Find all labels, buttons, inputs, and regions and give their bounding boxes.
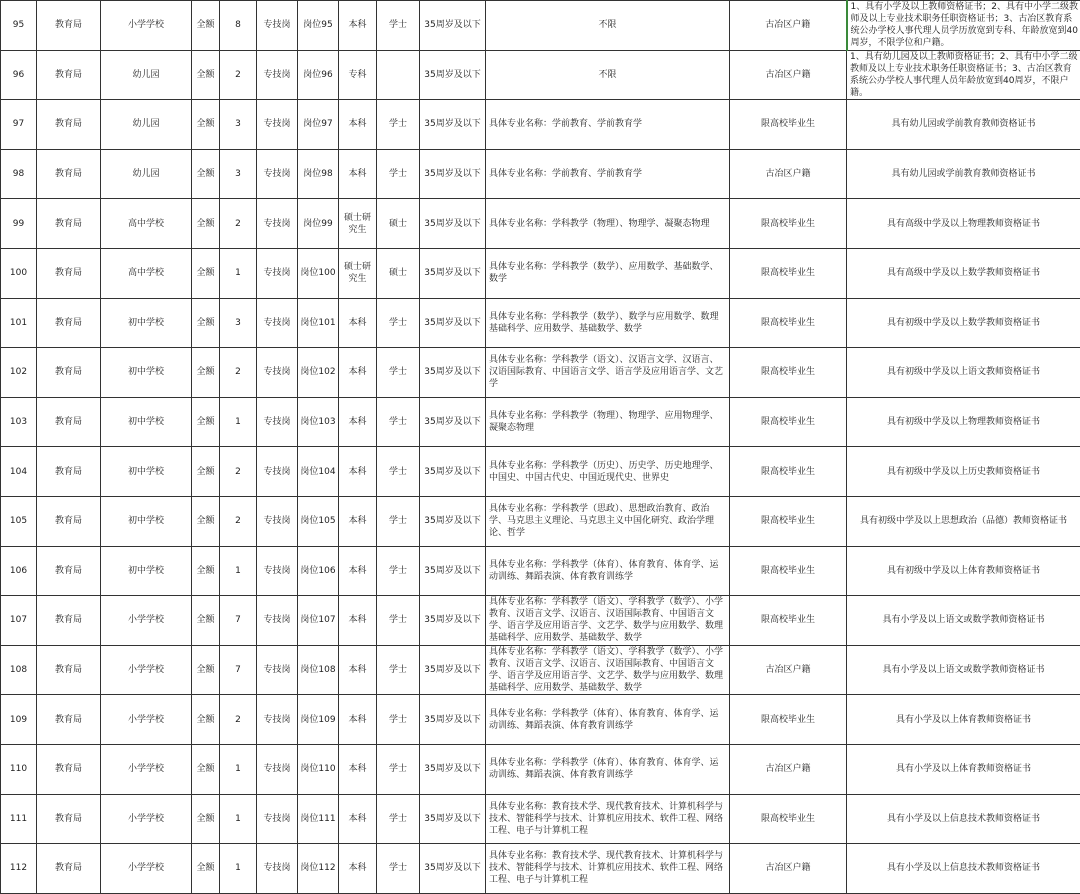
cell-degree: 学士 (377, 844, 420, 894)
cell-requirements: 具有初级中学及以上思想政治（品德）教师资格证书 (847, 496, 1080, 546)
cell-major: 具体专业名称：教育技术学、现代教育技术、计算机科学与技术、智能科学与技术、计算机应用技术、软件工程、网络工程、电子与计算机工程 (486, 844, 730, 894)
cell-education: 本科 (339, 100, 377, 150)
cell-scope: 限高校毕业生 (730, 546, 847, 596)
cell-funding: 全额 (192, 596, 220, 646)
cell-education: 本科 (339, 496, 377, 546)
cell-unit: 小学学校 (101, 596, 192, 646)
cell-degree: 学士 (377, 794, 420, 844)
cell-count: 2 (220, 695, 257, 745)
cell-post-name: 岗位111 (298, 794, 339, 844)
cell-age: 35周岁及以下 (420, 348, 486, 398)
cell-post-name: 岗位108 (298, 645, 339, 695)
cell-scope: 限高校毕业生 (730, 298, 847, 348)
table-row (1, 546, 1080, 596)
cell-department: 教育局 (37, 50, 101, 100)
cell-number: 95 (1, 1, 37, 51)
cell-education: 本科 (339, 298, 377, 348)
cell-department: 教育局 (37, 248, 101, 298)
table-row (1, 794, 1080, 844)
cell-age: 35周岁及以下 (420, 447, 486, 497)
cell-number: 99 (1, 199, 37, 249)
cell-number: 104 (1, 447, 37, 497)
cell-unit: 小学学校 (101, 645, 192, 695)
cell-department: 教育局 (37, 695, 101, 745)
cell-post-type: 专技岗 (257, 496, 298, 546)
cell-degree: 学士 (377, 695, 420, 745)
cell-count: 2 (220, 199, 257, 249)
table-row (1, 397, 1080, 447)
cell-major: 不限 (486, 50, 730, 100)
cell-major: 具体专业名称：学科教学（语文）、学科教学（数学）、小学教育、汉语言文学、汉语言、汉语国际教育、中国语言文学、语言学及应用语言学、文艺学、数学与应用数学、数理基础科学、应用数学、基础数学、数学 (486, 596, 730, 646)
cell-requirements: 具有初级中学及以上语文教师资格证书 (847, 348, 1080, 398)
cell-post-type: 专技岗 (257, 844, 298, 894)
table-row (1, 348, 1080, 398)
cell-count: 1 (220, 794, 257, 844)
cell-number: 110 (1, 744, 37, 794)
cell-post-type: 专技岗 (257, 447, 298, 497)
cell-major: 不限 (486, 1, 730, 51)
table-row (1, 695, 1080, 745)
cell-scope: 限高校毕业生 (730, 695, 847, 745)
table-row (1, 50, 1080, 100)
cell-education: 本科 (339, 645, 377, 695)
cell-post-name: 岗位102 (298, 348, 339, 398)
cell-number: 100 (1, 248, 37, 298)
cell-count: 2 (220, 496, 257, 546)
table-row (1, 1, 1080, 51)
cell-major: 具体专业名称：学科教学（物理）、物理学、凝聚态物理 (486, 199, 730, 249)
table-row (1, 298, 1080, 348)
cell-department: 教育局 (37, 100, 101, 150)
cell-post-type: 专技岗 (257, 546, 298, 596)
cell-post-name: 岗位112 (298, 844, 339, 894)
cell-education: 硕士研究生 (339, 248, 377, 298)
cell-age: 35周岁及以下 (420, 844, 486, 894)
cell-post-type: 专技岗 (257, 100, 298, 150)
cell-count: 1 (220, 844, 257, 894)
cell-education: 本科 (339, 695, 377, 745)
cell-scope: 限高校毕业生 (730, 496, 847, 546)
cell-unit: 初中学校 (101, 348, 192, 398)
cell-degree: 学士 (377, 645, 420, 695)
cell-age: 35周岁及以下 (420, 1, 486, 51)
cell-major: 具体专业名称：学科教学（历史）、历史学、历史地理学、中国史、中国古代史、中国近现代史、世界史 (486, 447, 730, 497)
cell-post-type: 专技岗 (257, 794, 298, 844)
cell-requirements: 具有小学及以上体育教师资格证书 (847, 695, 1080, 745)
cell-funding: 全额 (192, 744, 220, 794)
cell-unit: 初中学校 (101, 546, 192, 596)
cell-count: 7 (220, 645, 257, 695)
cell-degree: 学士 (377, 149, 420, 199)
cell-scope: 限高校毕业生 (730, 447, 847, 497)
cell-age: 35周岁及以下 (420, 596, 486, 646)
cell-unit: 高中学校 (101, 199, 192, 249)
cell-count: 1 (220, 744, 257, 794)
cell-department: 教育局 (37, 645, 101, 695)
cell-post-name: 岗位104 (298, 447, 339, 497)
cell-department: 教育局 (37, 794, 101, 844)
cell-unit: 小学学校 (101, 1, 192, 51)
cell-scope: 古冶区户籍 (730, 50, 847, 100)
table-row (1, 100, 1080, 150)
cell-education: 本科 (339, 844, 377, 894)
cell-scope: 限高校毕业生 (730, 248, 847, 298)
cell-post-type: 专技岗 (257, 348, 298, 398)
cell-post-name: 岗位101 (298, 298, 339, 348)
cell-age: 35周岁及以下 (420, 50, 486, 100)
table-row (1, 645, 1080, 695)
cell-department: 教育局 (37, 1, 101, 51)
cell-age: 35周岁及以下 (420, 744, 486, 794)
cell-funding: 全额 (192, 50, 220, 100)
table-row (1, 744, 1080, 794)
cell-major: 具体专业名称：学科教学（物理）、物理学、应用物理学、凝聚态物理 (486, 397, 730, 447)
cell-number: 105 (1, 496, 37, 546)
cell-requirements: 具有小学及以上语文或数学教师资格证书 (847, 596, 1080, 646)
cell-age: 35周岁及以下 (420, 199, 486, 249)
cell-requirements: 具有幼儿园或学前教育教师资格证书 (847, 149, 1080, 199)
cell-count: 1 (220, 546, 257, 596)
cell-count: 2 (220, 50, 257, 100)
cell-number: 98 (1, 149, 37, 199)
cell-post-type: 专技岗 (257, 248, 298, 298)
cell-education: 本科 (339, 397, 377, 447)
cell-scope: 古冶区户籍 (730, 844, 847, 894)
cell-count: 2 (220, 447, 257, 497)
cell-degree: 学士 (377, 397, 420, 447)
cell-funding: 全额 (192, 199, 220, 249)
cell-department: 教育局 (37, 149, 101, 199)
cell-degree: 学士 (377, 596, 420, 646)
cell-scope: 古冶区户籍 (730, 149, 847, 199)
cell-major: 具体专业名称：学科教学（体育）、体育教育、体育学、运动训练、舞蹈表演、体育教育训练学 (486, 546, 730, 596)
cell-funding: 全额 (192, 298, 220, 348)
cell-degree: 学士 (377, 348, 420, 398)
cell-post-name: 岗位110 (298, 744, 339, 794)
cell-department: 教育局 (37, 199, 101, 249)
cell-post-name: 岗位107 (298, 596, 339, 646)
table-row (1, 596, 1080, 646)
cell-number: 103 (1, 397, 37, 447)
cell-count: 3 (220, 100, 257, 150)
cell-post-type: 专技岗 (257, 298, 298, 348)
cell-count: 3 (220, 298, 257, 348)
cell-requirements: 具有初级中学及以上体育教师资格证书 (847, 546, 1080, 596)
cell-education: 本科 (339, 546, 377, 596)
cell-scope: 限高校毕业生 (730, 100, 847, 150)
cell-unit: 高中学校 (101, 248, 192, 298)
cell-post-name: 岗位95 (298, 1, 339, 51)
cell-major: 具体专业名称：学科教学（体育）、体育教育、体育学、运动训练、舞蹈表演、体育教育训练学 (486, 695, 730, 745)
cell-department: 教育局 (37, 744, 101, 794)
cell-age: 35周岁及以下 (420, 794, 486, 844)
cell-funding: 全额 (192, 645, 220, 695)
cell-requirements: 具有小学及以上信息技术教师资格证书 (847, 844, 1080, 894)
cell-post-type: 专技岗 (257, 397, 298, 447)
cell-funding: 全额 (192, 248, 220, 298)
cell-number: 96 (1, 50, 37, 100)
cell-education: 本科 (339, 447, 377, 497)
cell-post-type: 专技岗 (257, 744, 298, 794)
cell-post-name: 岗位100 (298, 248, 339, 298)
cell-post-name: 岗位103 (298, 397, 339, 447)
cell-unit: 初中学校 (101, 298, 192, 348)
cell-post-name: 岗位99 (298, 199, 339, 249)
cell-number: 109 (1, 695, 37, 745)
cell-major: 具体专业名称：学科教学（数学）、数学与应用数学、数理基础科学、应用数学、基础数学、数学 (486, 298, 730, 348)
cell-department: 教育局 (37, 844, 101, 894)
cell-requirements: 1、具有小学及以上教师资格证书；2、具有中小学二级教师及以上专业技术职务任职资格证书；3、古冶区教育系统公办学校人事代理人员学历放宽到专科、年龄放宽到40周岁，不限学位和户籍。 (847, 1, 1080, 51)
cell-unit: 幼儿园 (101, 50, 192, 100)
cell-number: 102 (1, 348, 37, 398)
cell-post-type: 专技岗 (257, 645, 298, 695)
cell-department: 教育局 (37, 496, 101, 546)
cell-post-type: 专技岗 (257, 50, 298, 100)
cell-department: 教育局 (37, 298, 101, 348)
cell-requirements: 具有初级中学及以上数学教师资格证书 (847, 298, 1080, 348)
cell-post-type: 专技岗 (257, 149, 298, 199)
cell-requirements: 1、具有幼儿园及以上教师资格证书；2、具有中小学二级教师及以上专业技术职务任职资格证书；3、古冶区教育系统公办学校人事代理人员年龄放宽到40周岁，不限户籍。 (847, 50, 1080, 100)
cell-count: 8 (220, 1, 257, 51)
cell-degree: 学士 (377, 1, 420, 51)
cell-major: 具体专业名称：学科教学（数学）、应用数学、基础数学、数学 (486, 248, 730, 298)
cell-education: 本科 (339, 794, 377, 844)
cell-unit: 小学学校 (101, 695, 192, 745)
cell-education: 硕士研究生 (339, 199, 377, 249)
cell-post-name: 岗位106 (298, 546, 339, 596)
cell-age: 35周岁及以下 (420, 695, 486, 745)
cell-post-name: 岗位105 (298, 496, 339, 546)
cell-post-name: 岗位98 (298, 149, 339, 199)
cell-major: 具体专业名称：学前教育、学前教育学 (486, 100, 730, 150)
cell-education: 本科 (339, 348, 377, 398)
cell-department: 教育局 (37, 546, 101, 596)
cell-major: 具体专业名称：教育技术学、现代教育技术、计算机科学与技术、智能科学与技术、计算机应用技术、软件工程、网络工程、电子与计算机工程 (486, 794, 730, 844)
cell-unit: 初中学校 (101, 397, 192, 447)
cell-major: 具体专业名称：学科教学（语文）、汉语言文学、汉语言、汉语国际教育、中国语言文学、语言学及应用语言学、文艺学 (486, 348, 730, 398)
cell-requirements: 具有小学及以上体育教师资格证书 (847, 744, 1080, 794)
cell-post-type: 专技岗 (257, 1, 298, 51)
cell-requirements: 具有初级中学及以上物理教师资格证书 (847, 397, 1080, 447)
cell-unit: 幼儿园 (101, 149, 192, 199)
cell-department: 教育局 (37, 397, 101, 447)
cell-funding: 全额 (192, 348, 220, 398)
cell-funding: 全额 (192, 100, 220, 150)
cell-degree: 学士 (377, 447, 420, 497)
cell-degree: 硕士 (377, 199, 420, 249)
cell-requirements: 具有初级中学及以上历史教师资格证书 (847, 447, 1080, 497)
cell-age: 35周岁及以下 (420, 397, 486, 447)
cell-count: 7 (220, 596, 257, 646)
cell-department: 教育局 (37, 348, 101, 398)
cell-education: 专科 (339, 50, 377, 100)
cell-age: 35周岁及以下 (420, 546, 486, 596)
cell-age: 35周岁及以下 (420, 248, 486, 298)
cell-count: 1 (220, 397, 257, 447)
cell-post-name: 岗位109 (298, 695, 339, 745)
cell-funding: 全额 (192, 447, 220, 497)
cell-degree: 学士 (377, 298, 420, 348)
cell-funding: 全额 (192, 794, 220, 844)
cell-number: 111 (1, 794, 37, 844)
cell-scope: 限高校毕业生 (730, 199, 847, 249)
cell-funding: 全额 (192, 844, 220, 894)
cell-degree: 学士 (377, 744, 420, 794)
cell-count: 3 (220, 149, 257, 199)
cell-requirements: 具有小学及以上语文或数学教师资格证书 (847, 645, 1080, 695)
cell-age: 35周岁及以下 (420, 149, 486, 199)
cell-funding: 全额 (192, 496, 220, 546)
table-row (1, 248, 1080, 298)
cell-requirements: 具有高级中学及以上数学教师资格证书 (847, 248, 1080, 298)
cell-degree: 学士 (377, 546, 420, 596)
cell-unit: 初中学校 (101, 447, 192, 497)
cell-number: 101 (1, 298, 37, 348)
cell-unit: 初中学校 (101, 496, 192, 546)
cell-scope: 限高校毕业生 (730, 596, 847, 646)
cell-education: 本科 (339, 149, 377, 199)
cell-number: 112 (1, 844, 37, 894)
cell-unit: 幼儿园 (101, 100, 192, 150)
cell-age: 35周岁及以下 (420, 298, 486, 348)
cell-funding: 全额 (192, 149, 220, 199)
cell-degree (377, 50, 420, 100)
cell-age: 35周岁及以下 (420, 645, 486, 695)
cell-unit: 小学学校 (101, 794, 192, 844)
cell-scope: 限高校毕业生 (730, 348, 847, 398)
table-body (1, 1, 1080, 894)
cell-age: 35周岁及以下 (420, 100, 486, 150)
cell-scope: 限高校毕业生 (730, 397, 847, 447)
cell-scope: 古冶区户籍 (730, 645, 847, 695)
cell-scope: 古冶区户籍 (730, 744, 847, 794)
cell-unit: 小学学校 (101, 844, 192, 894)
cell-count: 2 (220, 348, 257, 398)
cell-post-type: 专技岗 (257, 695, 298, 745)
cell-post-name: 岗位97 (298, 100, 339, 150)
cell-funding: 全额 (192, 397, 220, 447)
cell-major: 具体专业名称：学科教学（思政）、思想政治教育、政治学、马克思主义理论、马克思主义中国化研究、政治学理论、哲学 (486, 496, 730, 546)
cell-post-type: 专技岗 (257, 596, 298, 646)
cell-degree: 学士 (377, 496, 420, 546)
cell-number: 108 (1, 645, 37, 695)
cell-post-name: 岗位96 (298, 50, 339, 100)
cell-number: 106 (1, 546, 37, 596)
cell-number: 97 (1, 100, 37, 150)
cell-scope: 古冶区户籍 (730, 1, 847, 51)
table-row (1, 844, 1080, 894)
cell-major: 具体专业名称：学科教学（语文）、学科教学（数学）、小学教育、汉语言文学、汉语言、汉语国际教育、中国语言文学、语言学及应用语言学、文艺学、数学与应用数学、数理基础科学、应用数学、基础数学、数学 (486, 645, 730, 695)
cell-requirements: 具有高级中学及以上物理教师资格证书 (847, 199, 1080, 249)
cell-department: 教育局 (37, 596, 101, 646)
cell-number: 107 (1, 596, 37, 646)
cell-count: 1 (220, 248, 257, 298)
cell-major: 具体专业名称：学科教学（体育）、体育教育、体育学、运动训练、舞蹈表演、体育教育训练学 (486, 744, 730, 794)
cell-post-type: 专技岗 (257, 199, 298, 249)
cell-department: 教育局 (37, 447, 101, 497)
table-row (1, 447, 1080, 497)
table-row (1, 496, 1080, 546)
cell-funding: 全额 (192, 546, 220, 596)
cell-education: 本科 (339, 596, 377, 646)
cell-requirements: 具有小学及以上信息技术教师资格证书 (847, 794, 1080, 844)
cell-funding: 全额 (192, 695, 220, 745)
cell-scope: 限高校毕业生 (730, 794, 847, 844)
cell-age: 35周岁及以下 (420, 496, 486, 546)
cell-unit: 小学学校 (101, 744, 192, 794)
cell-degree: 硕士 (377, 248, 420, 298)
table-row (1, 149, 1080, 199)
cell-funding: 全额 (192, 1, 220, 51)
cell-major: 具体专业名称：学前教育、学前教育学 (486, 149, 730, 199)
cell-education: 本科 (339, 744, 377, 794)
cell-degree: 学士 (377, 100, 420, 150)
table-row (1, 199, 1080, 249)
cell-requirements: 具有幼儿园或学前教育教师资格证书 (847, 100, 1080, 150)
cell-education: 本科 (339, 1, 377, 51)
